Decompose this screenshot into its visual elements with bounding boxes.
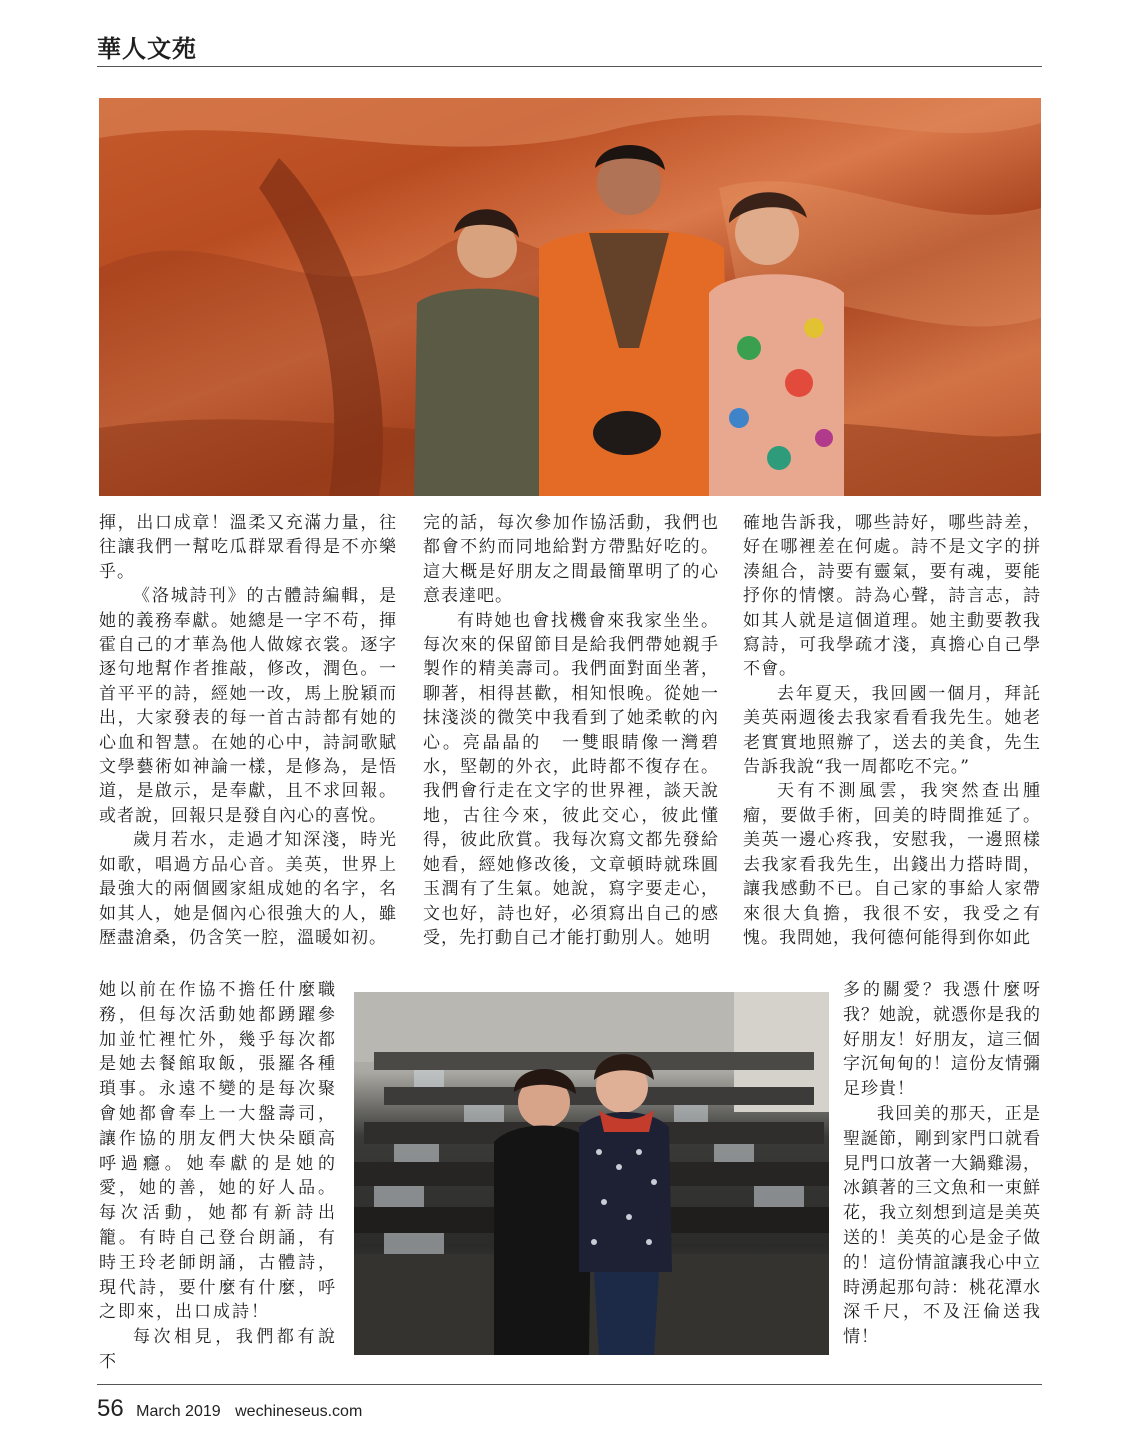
- article-column-2: [423, 511, 719, 950]
- article-column-3-lower: [843, 978, 1041, 1350]
- canyon-photo-illustration: [99, 98, 1041, 496]
- three-people-canyon-photo: [99, 98, 1041, 496]
- page-number: 56: [97, 1395, 124, 1422]
- article-column-3: [743, 511, 1041, 950]
- two-women-fountain-photo: [354, 992, 829, 1355]
- paragraph: 多的關愛？我憑什麼呀我？她說，就憑你是我的好朋友！好朋友，這三個字沉甸甸的！這份友情彌足珍貴！: [843, 980, 1041, 1100]
- paragraph: 天有不測風雲，我突然查出腫瘤，要做手術，回美的時間推延了。美英一邊心疼我，安慰我，一邊照樣去我家看我先生，出錢出力搭時間，讓我感動不已。自己家的事給人家帶來很大負擔，我很不安，我受之有愧。我問她，我何德何能得到你如此: [743, 781, 1041, 948]
- header-divider: [97, 66, 1042, 67]
- paragraph: 完的話，每次參加作協活動，我們也都會不約而同地給對方帶點好吃的。這大概是好朋友之間最簡單明了的心意表達吧。: [423, 513, 719, 607]
- paragraph: 有時她也會找機會來我家坐坐。每次來的保留節目是給我們帶她親手製作的精美壽司。我們面對面坐著，聊著，相得甚歡，相知恨晚。從她一抹淺淡的微笑中我看到了她柔軟的內心。亮晶晶的 一雙眼睛像一灣碧水，堅韌的外衣，此時都不復存在。我們會行走在文字的世界裡，談天說地，古往今來，彼此交心，彼此懂得，彼此欣賞。我每次寫文都先發給她看，經她修改後，文章頓時就珠圓玉潤有了生氣。她說，寫字要走心，文也好，詩也好，必須寫出自己的感受，先打動自己才能打動別人。她明: [423, 610, 719, 948]
- paragraph: 我回美的那天，正是聖誕節，剛到家門口就看見門口放著一大鍋雞湯，冰鎮著的三文魚和一束鮮花，我立刻想到這是美英送的！美英的心是金子做的！這份情誼讓我心中立時湧起那句詩：桃花潭水深千尺，不及汪倫送我情！: [843, 1103, 1041, 1348]
- paragraph: 確地告訴我，哪些詩好，哪些詩差，好在哪裡差在何處。詩不是文字的拼湊組合，詩要有靈氣，要有魂，要能抒你的情懷。詩為心聲，詩言志，詩如其人就是這個道理。她主動要教我寫詩，可我學疏才淺，真擔心自己學不會。: [743, 513, 1041, 680]
- footer-divider: [97, 1384, 1042, 1385]
- paragraph: 她以前在作協不擔任什麼職務，但每次活動她都踴躍參加並忙裡忙外，幾乎每次都是她去餐館取飯，張羅各種瑣事。永遠不變的是每次聚會她都會奉上一大盤壽司，讓作協的朋友們大快朵頤高呼過癮。她奉獻的是她的愛，她的善，她的好人品。每次活動，她都有新詩出籠。有時自己登台朗誦，有時王玲老師朗誦，古體詩，現代詩，要什麼有什麼，呼之即來，出口成詩！: [99, 980, 337, 1323]
- article-column-1: [99, 511, 397, 950]
- issue-date: March 2019: [136, 1403, 221, 1420]
- article-column-1-lower: [99, 978, 337, 1375]
- paragraph: 歲月若水，走過才知深淺，時光如歌，唱過方品心音。美英，世界上最強大的兩個國家組成她的名字，名如其人，她是個內心很強大的人，雖歷盡滄桑，仍含笑一腔，溫暖如初。: [99, 830, 397, 948]
- website-link[interactable]: wechineseus.com: [235, 1403, 363, 1420]
- paragraph: 每次相見，我們都有說不: [99, 1327, 337, 1372]
- paragraph: 《洛城詩刊》的古體詩編輯，是她的義務奉獻。她總是一字不苟，揮霍自己的才華為他人做嫁衣裳。逐字逐句地幫作者推敲，修改，潤色。一首平平的詩，經她一改，馬上脫穎而出，大家發表的每一首古詩都有她的心血和智慧。在她的心中，詩詞歌賦文學藝術如神論一樣，是修為，是悟道，是啟示，是奉獻，且不求回報。或者說，回報只是發自內心的喜悅。: [99, 586, 397, 826]
- footer: [97, 1395, 372, 1423]
- paragraph: 揮，出口成章！溫柔又充滿力量，往往讓我們一幫吃瓜群眾看得是不亦樂乎。: [99, 513, 397, 582]
- fountain-photo-illustration: [354, 992, 829, 1355]
- section-title: 華人文苑: [97, 34, 197, 63]
- paragraph: 去年夏天，我回國一個月，拜託美英兩週後去我家看看我先生。她老老實實地照辦了，送去的美食，先生告訴我說“我一周都吃不完。”: [743, 683, 1041, 778]
